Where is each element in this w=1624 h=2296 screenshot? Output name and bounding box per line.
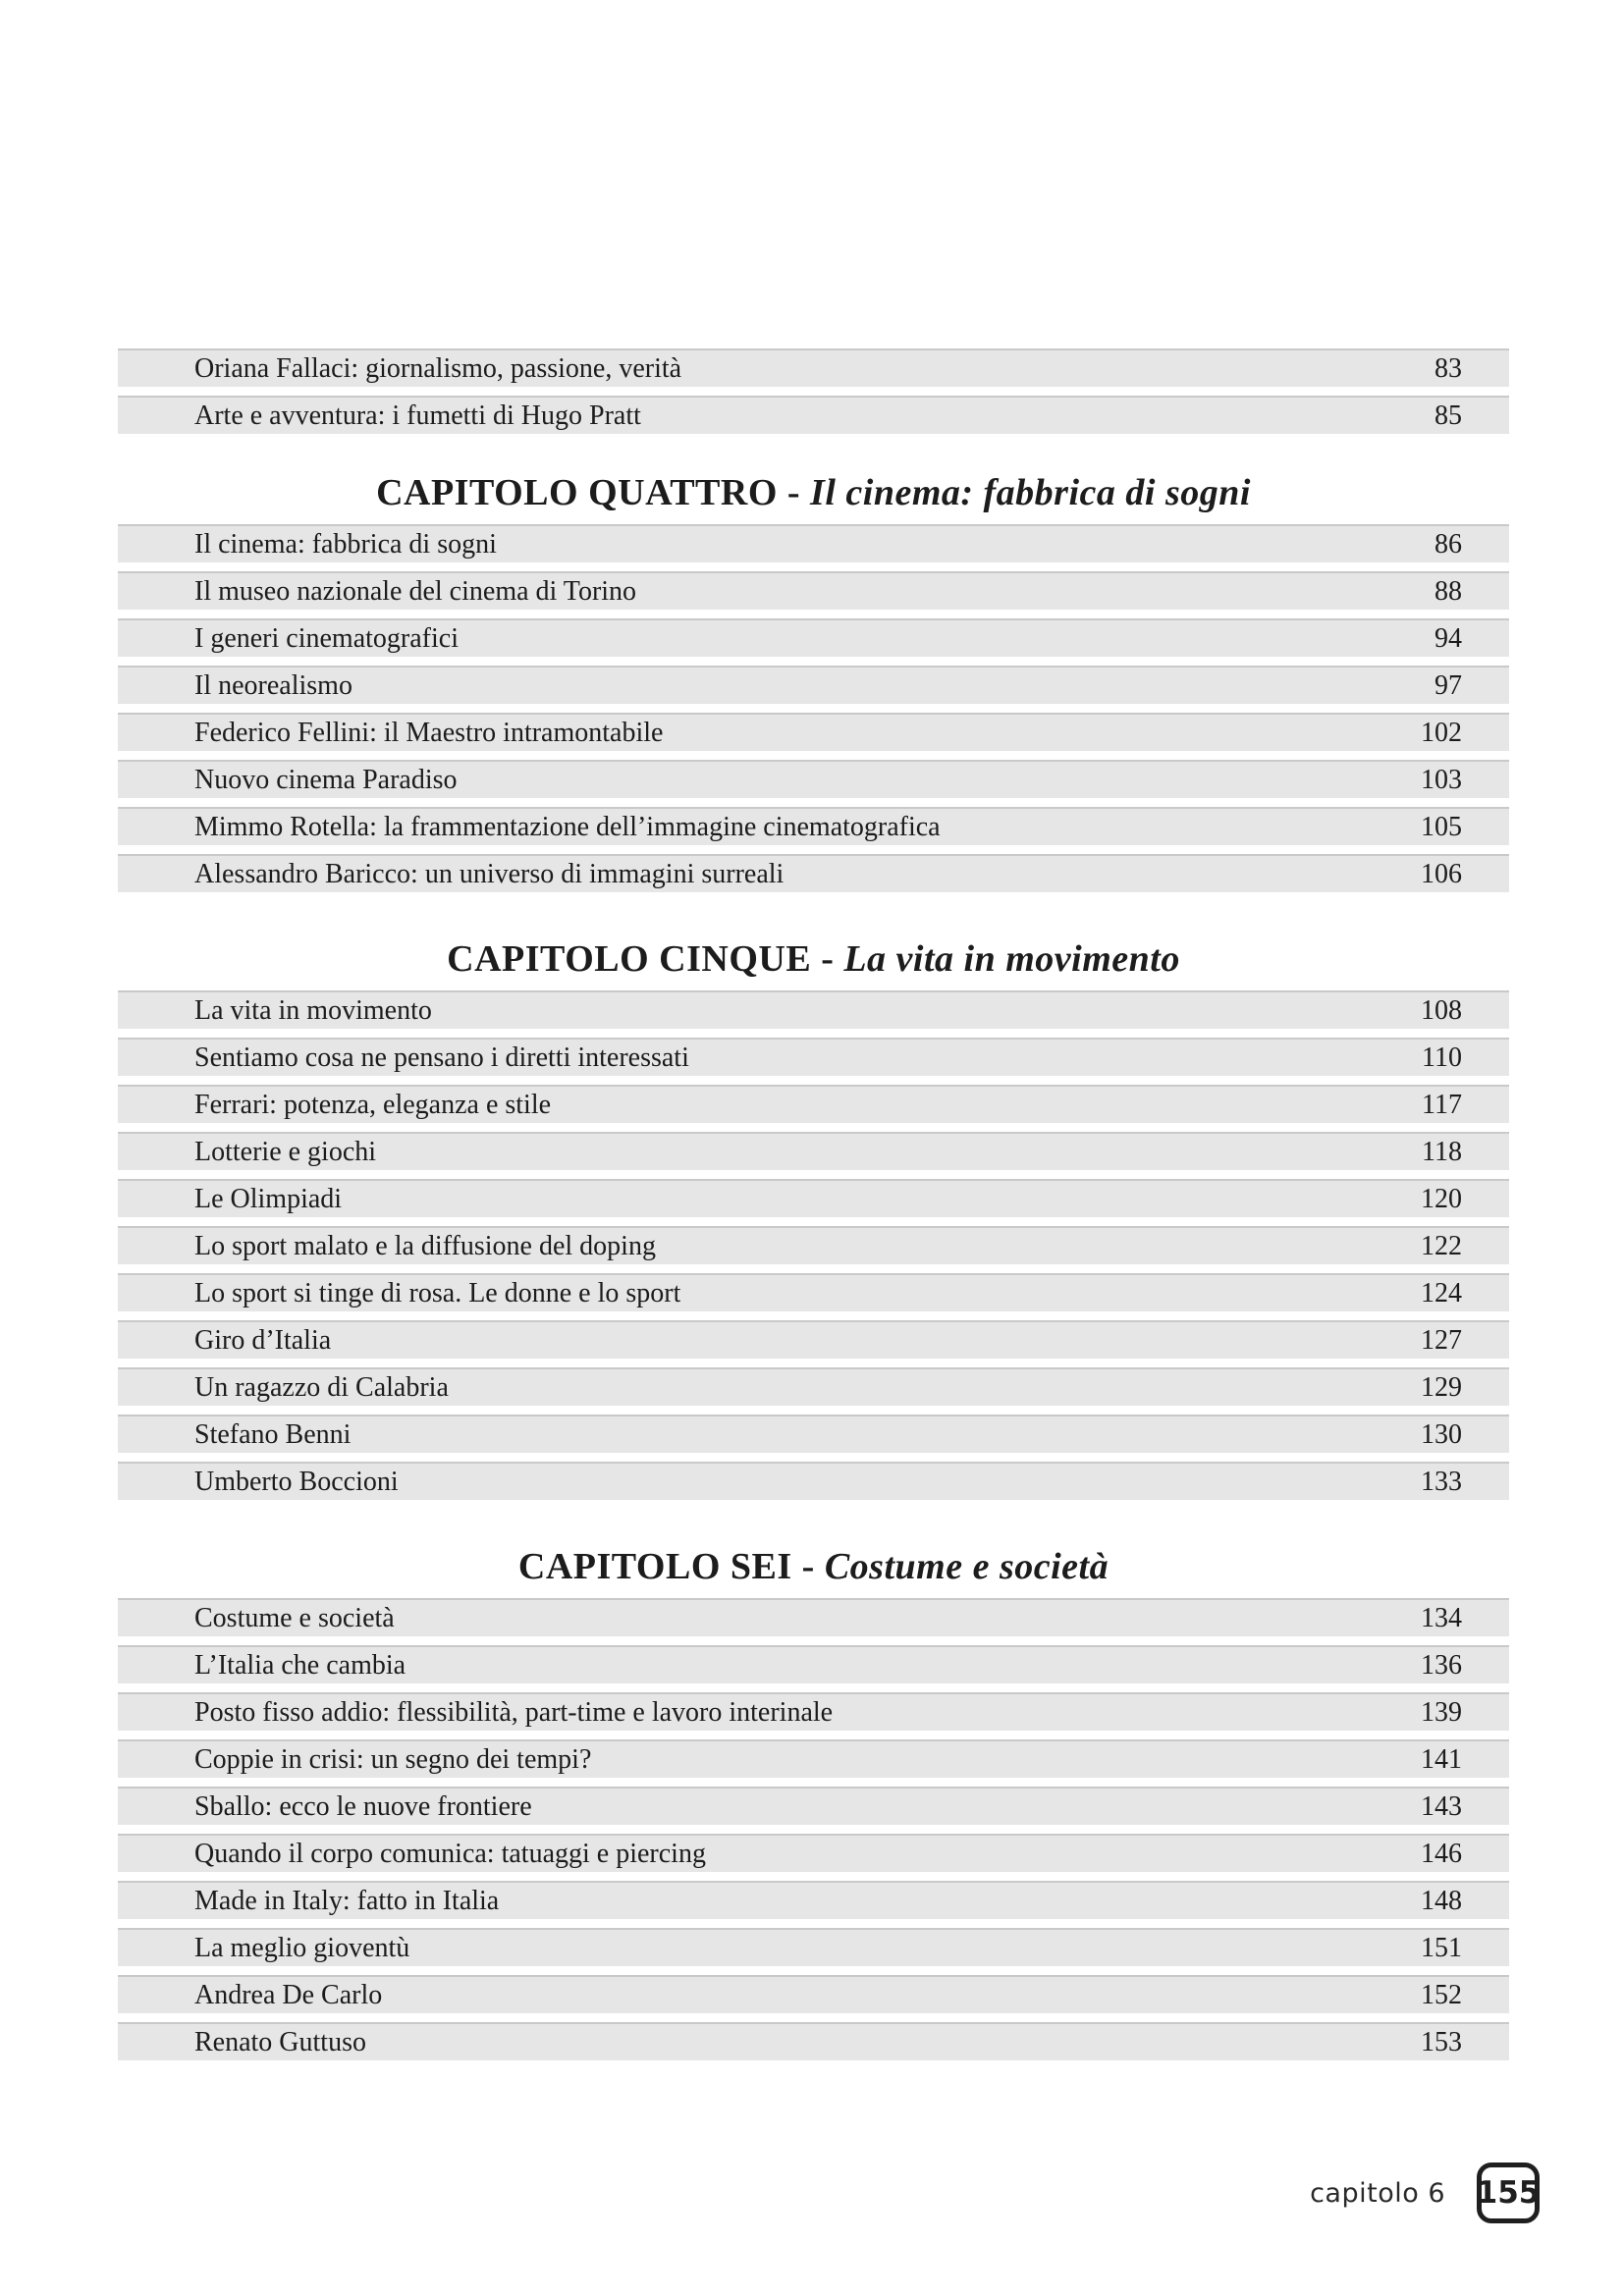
toc-entry-title: Alessandro Baricco: un universo di immagini surreali — [194, 860, 785, 888]
toc-entry-title: La vita in movimento — [194, 996, 432, 1025]
toc-entry-title: Coppie in crisi: un segno dei tempi? — [194, 1745, 592, 1774]
toc-row — [118, 1881, 1509, 1919]
toc-entry-title: Lo sport si tinge di rosa. Le donne e lo sport — [194, 1279, 681, 1308]
toc-entry-title: Sballo: ecco le nuove frontiere — [194, 1792, 532, 1821]
toc-entry-page-number: 152 — [1421, 1979, 1462, 2010]
toc-entry-page-number: 97 — [1435, 669, 1462, 701]
toc-row — [118, 2022, 1509, 2060]
toc-rows-continued — [118, 348, 1509, 434]
toc-row — [118, 1273, 1509, 1311]
toc-row — [118, 1038, 1509, 1076]
chapter-heading — [118, 1543, 1509, 1590]
toc-entry-title: Il neorealismo — [194, 671, 352, 700]
toc-row — [118, 571, 1509, 610]
toc-entry-title: Costume e società — [194, 1604, 395, 1632]
toc-entry-page-number: 139 — [1421, 1696, 1462, 1728]
toc-entry-title: Umberto Boccioni — [194, 1468, 399, 1496]
toc-entry-page-number: 146 — [1421, 1838, 1462, 1869]
page-number: 155 — [1476, 2175, 1541, 2211]
table-of-contents — [118, 348, 1509, 2069]
toc-entry-page-number: 83 — [1435, 352, 1462, 384]
toc-entry-page-number: 117 — [1422, 1089, 1462, 1120]
toc-entry-page-number: 94 — [1435, 622, 1462, 654]
toc-entry-page-number: 86 — [1435, 528, 1462, 560]
toc-entry-title: L’Italia che cambia — [194, 1651, 406, 1680]
chapter-separator: - — [791, 1546, 825, 1587]
toc-chapter-section — [118, 935, 1509, 1500]
toc-row — [118, 1739, 1509, 1778]
toc-entry-title: Andrea De Carlo — [194, 1981, 383, 2009]
toc-entry-page-number: 102 — [1421, 717, 1462, 748]
toc-entry-title: Arte e avventura: i fumetti di Hugo Pratt — [194, 401, 641, 430]
toc-entry-title: Lotterie e giochi — [194, 1138, 377, 1166]
toc-entry-page-number: 136 — [1421, 1649, 1462, 1681]
toc-row — [118, 713, 1509, 751]
toc-row — [118, 348, 1509, 387]
toc-entry-page-number: 141 — [1421, 1743, 1462, 1775]
toc-entry-title: Posto fisso addio: flessibilità, part-time e lavoro interinale — [194, 1698, 834, 1727]
toc-row — [118, 1645, 1509, 1683]
toc-entry-page-number: 148 — [1421, 1885, 1462, 1916]
toc-entry-title: Il cinema: fabbrica di sogni — [194, 530, 497, 559]
toc-row — [118, 1787, 1509, 1825]
toc-entry-page-number: 134 — [1421, 1602, 1462, 1633]
toc-row — [118, 1692, 1509, 1731]
toc-row — [118, 990, 1509, 1029]
toc-row — [118, 1132, 1509, 1170]
toc-entry-page-number: 106 — [1421, 858, 1462, 889]
toc-row — [118, 854, 1509, 892]
toc-entry-title: Un ragazzo di Calabria — [194, 1373, 449, 1402]
toc-row — [118, 1367, 1509, 1406]
toc-row — [118, 396, 1509, 434]
page-number-badge — [1477, 2163, 1540, 2223]
chapter-separator: - — [811, 938, 844, 980]
chapter-subtitle: Costume e società — [824, 1546, 1110, 1587]
toc-entry-page-number: 120 — [1421, 1183, 1462, 1214]
toc-entry-title: I generi cinematografici — [194, 624, 459, 653]
toc-row — [118, 1975, 1509, 2013]
toc-row — [118, 1462, 1509, 1500]
toc-entry-page-number: 151 — [1421, 1932, 1462, 1963]
toc-row — [118, 1179, 1509, 1217]
toc-row — [118, 807, 1509, 845]
toc-entry-page-number: 110 — [1422, 1041, 1462, 1073]
toc-entry-page-number: 103 — [1421, 764, 1462, 795]
toc-row — [118, 1226, 1509, 1264]
chapter-name: CAPITOLO SEI — [517, 1546, 792, 1587]
page-footer — [1310, 2163, 1540, 2223]
toc-sections — [118, 469, 1509, 2060]
chapter-subtitle: Il cinema: fabbrica di sogni — [810, 472, 1251, 513]
toc-row — [118, 1598, 1509, 1636]
toc-entry-title: Made in Italy: fatto in Italia — [194, 1887, 500, 1915]
toc-entry-page-number: 105 — [1421, 811, 1462, 842]
toc-entry-title: Ferrari: potenza, eleganza e stile — [194, 1091, 552, 1119]
toc-row — [118, 1928, 1509, 1966]
chapter-name: CAPITOLO CINQUE — [447, 938, 812, 980]
toc-entry-page-number: 108 — [1421, 994, 1462, 1026]
toc-row — [118, 1415, 1509, 1453]
toc-chapter-section — [118, 469, 1509, 892]
toc-entry-title: Lo sport malato e la diffusione del doping — [194, 1232, 656, 1260]
toc-entry-page-number: 127 — [1421, 1324, 1462, 1356]
toc-entry-page-number: 124 — [1421, 1277, 1462, 1308]
chapter-heading — [118, 935, 1509, 983]
toc-row — [118, 760, 1509, 798]
chapter-rows — [118, 524, 1509, 892]
footer-chapter-label: capitolo 6 — [1310, 2177, 1445, 2209]
chapter-rows — [118, 990, 1509, 1500]
toc-entry-title: Renato Guttuso — [194, 2028, 366, 2056]
toc-entry-page-number: 118 — [1422, 1136, 1462, 1167]
toc-row — [118, 524, 1509, 562]
toc-entry-title: La meglio gioventù — [194, 1934, 410, 1962]
toc-entry-title: Giro d’Italia — [194, 1326, 332, 1355]
chapter-separator: - — [777, 472, 811, 513]
toc-entry-page-number: 88 — [1435, 575, 1462, 607]
toc-entry-title: Stefano Benni — [194, 1420, 352, 1449]
toc-chapter-section — [118, 1543, 1509, 2060]
toc-entry-page-number: 130 — [1421, 1418, 1462, 1450]
toc-entry-page-number: 122 — [1421, 1230, 1462, 1261]
toc-entry-page-number: 153 — [1421, 2026, 1462, 2057]
toc-entry-title: Quando il corpo comunica: tatuaggi e piercing — [194, 1840, 706, 1868]
toc-entry-title: Federico Fellini: il Maestro intramontabile — [194, 719, 664, 747]
toc-entry-page-number: 129 — [1421, 1371, 1462, 1403]
toc-entry-page-number: 133 — [1421, 1466, 1462, 1497]
chapter-rows — [118, 1598, 1509, 2060]
chapter-name: CAPITOLO QUATTRO — [376, 472, 778, 513]
toc-entry-title: Il museo nazionale del cinema di Torino — [194, 577, 637, 606]
toc-entry-title: Sentiamo cosa ne pensano i diretti interessati — [194, 1043, 689, 1072]
toc-entry-page-number: 143 — [1421, 1790, 1462, 1822]
toc-entry-page-number: 85 — [1435, 400, 1462, 431]
chapter-heading — [118, 469, 1509, 516]
toc-entry-title: Oriana Fallaci: giornalismo, passione, verità — [194, 354, 682, 383]
toc-row — [118, 618, 1509, 657]
toc-entry-title: Le Olimpiadi — [194, 1185, 343, 1213]
toc-row — [118, 1834, 1509, 1872]
toc-entry-title: Mimmo Rotella: la frammentazione dell’immagine cinematografica — [194, 813, 941, 841]
chapter-subtitle: La vita in movimento — [843, 938, 1180, 980]
toc-entry-title: Nuovo cinema Paradiso — [194, 766, 458, 794]
toc-row — [118, 666, 1509, 704]
toc-row — [118, 1085, 1509, 1123]
toc-row — [118, 1320, 1509, 1359]
